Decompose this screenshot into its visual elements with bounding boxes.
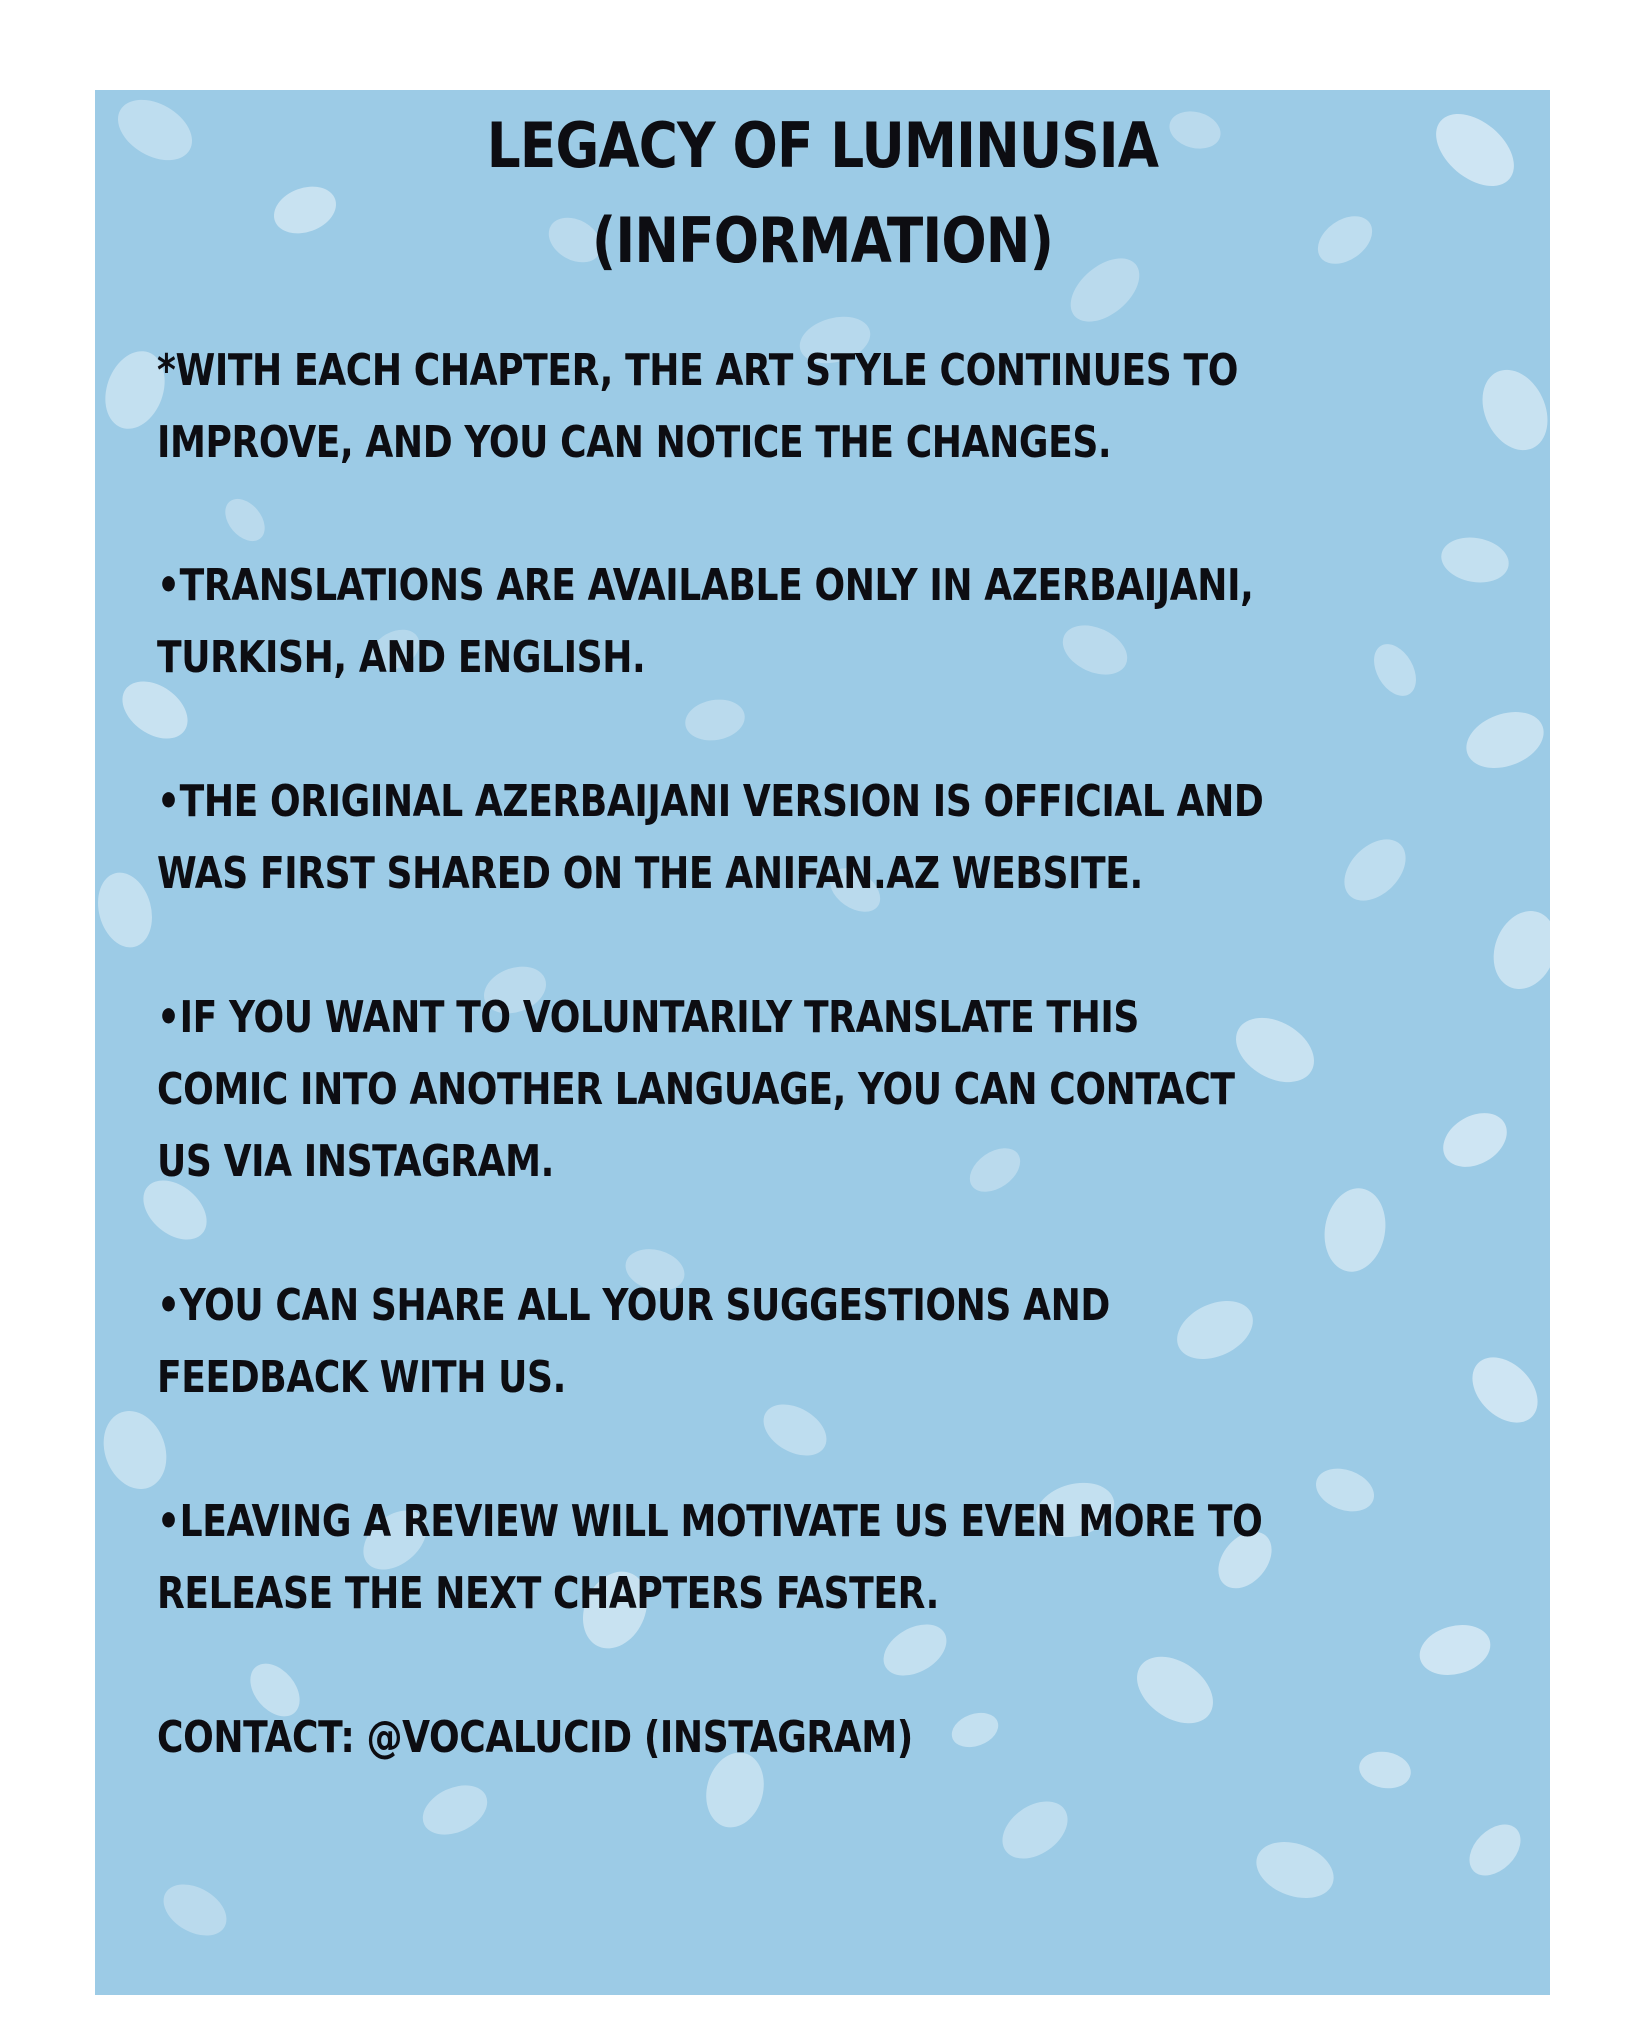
contact-line — [157, 1702, 1305, 1774]
contact-text: CONTACT: @VOCALUCID (INSTAGRAM) — [157, 1712, 913, 1763]
info-line: •THE ORIGINAL AZERBAIJANI VERSION IS OFFICIAL AND — [157, 776, 1264, 827]
info-line: COMIC INTO ANOTHER LANGUAGE, YOU CAN CONTACT — [157, 1064, 1235, 1115]
page-title: LEGACY OF LUMINUSIA — [486, 109, 1159, 182]
info-panel — [95, 90, 1550, 1995]
info-line: *WITH EACH CHAPTER, THE ART STYLE CONTINUES TO — [157, 345, 1238, 396]
info-line: TURKISH, AND ENGLISH. — [157, 632, 646, 683]
info-line: IMPROVE, AND YOU CAN NOTICE THE CHANGES. — [157, 417, 1112, 468]
info-line: US VIA INSTAGRAM. — [157, 1136, 554, 1187]
info-item-volunteer-translate — [157, 982, 1305, 1198]
info-line: •IF YOU WANT TO VOLUNTARILY TRANSLATE THIS — [157, 992, 1139, 1043]
info-item-art-style — [157, 335, 1305, 479]
info-line: •TRANSLATIONS ARE AVAILABLE ONLY IN AZERBAIJANI, — [157, 560, 1254, 611]
page-subtitle: (INFORMATION) — [591, 204, 1054, 277]
info-item-translations — [157, 550, 1305, 694]
info-item-review — [157, 1486, 1305, 1630]
info-line: WAS FIRST SHARED ON THE ANIFAN.AZ WEBSITE. — [157, 848, 1143, 899]
info-item-suggestions — [157, 1270, 1305, 1414]
info-line: RELEASE THE NEXT CHAPTERS FASTER. — [157, 1568, 939, 1619]
info-line: FEEDBACK WITH US. — [157, 1352, 566, 1403]
info-content — [95, 90, 1550, 1995]
info-item-original-version — [157, 766, 1305, 910]
info-line: •YOU CAN SHARE ALL YOUR SUGGESTIONS AND — [157, 1280, 1110, 1331]
info-line: •LEAVING A REVIEW WILL MOTIVATE US EVEN MORE TO — [157, 1496, 1263, 1547]
